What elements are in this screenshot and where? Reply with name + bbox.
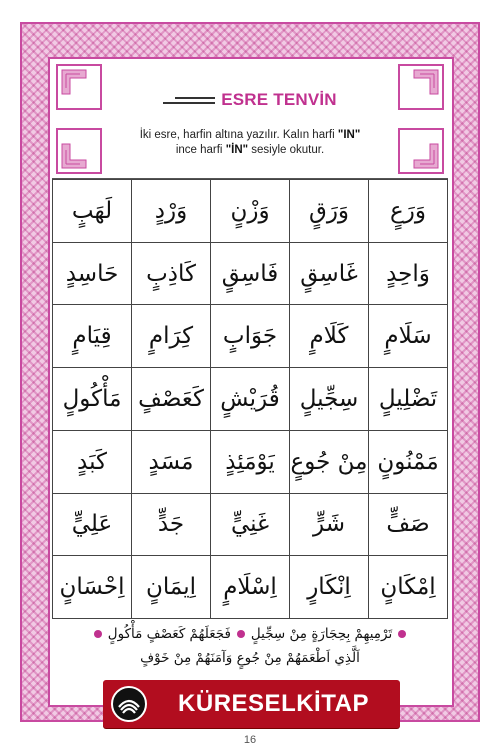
- example-sentences: [52, 622, 448, 672]
- sentence-line: [52, 646, 448, 670]
- word-cell: اِمْكَانٍ: [369, 556, 448, 619]
- word-cell: وَاحِدٍ: [369, 243, 448, 306]
- word-cell: سِجِّيلٍ: [290, 368, 369, 431]
- word-cell: حَاسِدٍ: [53, 243, 132, 306]
- publisher-banner: [103, 680, 400, 728]
- word-cell: لَهَبٍ: [53, 180, 132, 243]
- word-cell: غَنِيٍّ: [211, 494, 290, 557]
- word-cell: اِيمَانٍ: [132, 556, 211, 619]
- publisher-name: KÜRESELKİTAP: [178, 690, 369, 717]
- word-cell: كَبَدٍ: [53, 431, 132, 494]
- word-cell: وَرَعٍ: [369, 180, 448, 243]
- word-cell: كَاذِبٍ: [132, 243, 211, 306]
- sentence-text: فَجَعَلَهُمْ كَعَصْفٍ مَأْكُولٍ: [107, 626, 231, 642]
- page-title: ESRE TENVİN: [221, 90, 337, 109]
- bullet-icon: [237, 630, 245, 638]
- sentence-text: تَرْمِيهِمْ بِحِجَارَةٍ مِنْ سِجِّيلٍ: [250, 626, 393, 642]
- word-cell: اِحْسَانٍ: [53, 556, 132, 619]
- instruction-line1: İki esre, harfin altına yazılır. Kalın harfi: [139, 129, 338, 141]
- word-cell: قِيَامٍ: [53, 305, 132, 368]
- word-cell: وَرْدٍ: [132, 180, 211, 243]
- word-cell: مَسَدٍ: [132, 431, 211, 494]
- word-cell: قُرَيْشٍ: [211, 368, 290, 431]
- word-cell: شَرٍّ: [290, 494, 369, 557]
- title-decoration-icon: [163, 95, 215, 105]
- word-cell: سَلَامٍ: [369, 305, 448, 368]
- instruction-thin-sound: "İN": [225, 144, 249, 156]
- title-row: [52, 88, 448, 112]
- word-cell: مَمْنُونٍ: [369, 431, 448, 494]
- word-cell: كَعَصْفٍ: [132, 368, 211, 431]
- bullet-icon: [94, 630, 102, 638]
- bullet-icon: [398, 630, 406, 638]
- word-cell: فَاسِقٍ: [211, 243, 290, 306]
- word-cell: مَأْكُولٍ: [53, 368, 132, 431]
- word-cell: جَدٍّ: [132, 494, 211, 557]
- word-cell: يَوْمَئِذٍ: [211, 431, 290, 494]
- word-cell: وَزْنٍ: [211, 180, 290, 243]
- sentence-line: [52, 622, 448, 646]
- word-cell: اِسْلَامٍ: [211, 556, 290, 619]
- word-cell: جَوَابٍ: [211, 305, 290, 368]
- sentence-text: اَلَّذِي اَطْعَمَهُمْ مِنْ جُوعٍ وَآمَنَهُمْ مِنْ خَوْفٍ: [140, 650, 360, 666]
- instruction-line2-end: sesiyle okutur.: [248, 144, 325, 156]
- word-grid: [52, 179, 448, 619]
- instruction-text: [92, 128, 408, 158]
- word-cell: عَلِيٍّ: [53, 494, 132, 557]
- lesson-header: [52, 60, 448, 179]
- word-cell: صَفٍّ: [369, 494, 448, 557]
- word-cell: وَرَقٍ: [290, 180, 369, 243]
- word-cell: تَضْلِيلٍ: [369, 368, 448, 431]
- page-number: 16: [243, 734, 257, 746]
- word-cell: غَاسِقٍ: [290, 243, 369, 306]
- publisher-logo-icon: [111, 686, 147, 722]
- word-cell: مِنْ جُوعٍ: [290, 431, 369, 494]
- word-cell: كَلَامٍ: [290, 305, 369, 368]
- word-cell: اِنْكَارٍ: [290, 556, 369, 619]
- instruction-thick-sound: "IN": [337, 129, 361, 141]
- word-cell: كِرَامٍ: [132, 305, 211, 368]
- instruction-line2-start: ince harfi: [175, 144, 226, 156]
